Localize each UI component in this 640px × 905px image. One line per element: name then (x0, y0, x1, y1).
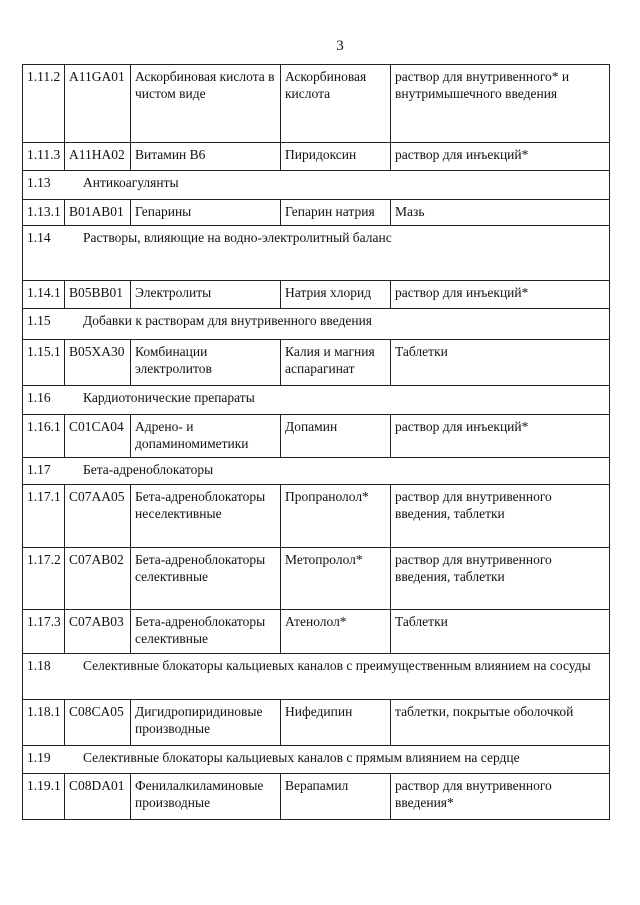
atc-code-cell: B01AB01 (65, 200, 131, 226)
atc-group-cell: Электролиты (131, 281, 281, 309)
inn-cell: Гепарин натрия (281, 200, 391, 226)
atc-group-cell: Гепарины (131, 200, 281, 226)
dosage-form-cell: раствор для инъекций* (391, 415, 610, 458)
item-code-cell: 1.17.1 (23, 485, 65, 548)
drug-list-table (22, 64, 610, 820)
group-title: Селективные блокаторы кальциевых каналов с прямым влиянием на сердце (83, 750, 520, 765)
inn-cell: Натрия хлорид (281, 281, 391, 309)
dosage-form-cell: таблетки, покрытые оболочкой (391, 700, 610, 746)
atc-group-cell: Бета-адреноблокаторы селективные (131, 610, 281, 654)
item-code-cell: 1.13.1 (23, 200, 65, 226)
page-number: 3 (336, 38, 344, 54)
atc-group-cell: Бета-адреноблокаторы селективные (131, 548, 281, 610)
atc-code-cell: C07AB03 (65, 610, 131, 654)
group-code: 1.14 (27, 230, 51, 245)
group-heading-cell (23, 458, 610, 485)
item-code-cell: 1.11.2 (23, 65, 65, 143)
atc-group-cell: Адрено- и допаминомиметики (131, 415, 281, 458)
table-row (23, 485, 610, 548)
table-row (23, 143, 610, 171)
group-heading-cell (23, 171, 610, 200)
atc-group-cell: Комбинации электролитов (131, 340, 281, 386)
inn-cell: Метопролол* (281, 548, 391, 610)
group-code: 1.15 (27, 313, 51, 328)
table-row (23, 200, 610, 226)
group-title: Кардиотонические препараты (83, 390, 255, 405)
dosage-form-cell: Таблетки (391, 340, 610, 386)
group-row (23, 386, 610, 415)
item-code-cell: 1.17.3 (23, 610, 65, 654)
dosage-form-cell: раствор для внутривенного* и внутримышечного введения (391, 65, 610, 143)
group-row (23, 458, 610, 485)
dosage-form-cell: раствор для внутривенного введения, таблетки (391, 485, 610, 548)
item-code-cell: 1.19.1 (23, 774, 65, 820)
atc-code-cell: A11HA02 (65, 143, 131, 171)
atc-group-cell: Бета-адреноблокаторы неселективные (131, 485, 281, 548)
inn-cell: Пиридоксин (281, 143, 391, 171)
inn-cell: Калия и магния аспарагинат (281, 340, 391, 386)
atc-code-cell: B05BB01 (65, 281, 131, 309)
table-row (23, 610, 610, 654)
table-row (23, 281, 610, 309)
group-heading-cell (23, 309, 610, 340)
item-code-cell: 1.17.2 (23, 548, 65, 610)
inn-cell: Атенолол* (281, 610, 391, 654)
atc-code-cell: A11GA01 (65, 65, 131, 143)
dosage-form-cell: раствор для внутривенного введения, таблетки (391, 548, 610, 610)
atc-code-cell: C08CA05 (65, 700, 131, 746)
atc-group-cell: Витамин B6 (131, 143, 281, 171)
item-code-cell: 1.16.1 (23, 415, 65, 458)
atc-group-cell: Фенилалкиламиновые производные (131, 774, 281, 820)
table-row (23, 415, 610, 458)
group-code: 1.18 (27, 658, 51, 673)
inn-cell: Аскорбиновая кислота (281, 65, 391, 143)
group-heading-cell (23, 226, 610, 281)
group-title: Селективные блокаторы кальциевых каналов с преимущественным влиянием на сосуды (83, 658, 591, 673)
atc-code-cell: C01CA04 (65, 415, 131, 458)
group-row (23, 309, 610, 340)
dosage-form-cell: Мазь (391, 200, 610, 226)
table-row (23, 340, 610, 386)
dosage-form-cell: раствор для инъекций* (391, 143, 610, 171)
table-row (23, 65, 610, 143)
atc-group-cell: Дигидропиридиновые производные (131, 700, 281, 746)
atc-code-cell: C07AB02 (65, 548, 131, 610)
table-row (23, 548, 610, 610)
dosage-form-cell: раствор для внутривенного введения* (391, 774, 610, 820)
inn-cell: Допамин (281, 415, 391, 458)
group-code: 1.17 (27, 462, 51, 477)
dosage-form-cell: раствор для инъекций* (391, 281, 610, 309)
group-code: 1.13 (27, 175, 51, 190)
group-row (23, 226, 610, 281)
table-row (23, 774, 610, 820)
group-heading-cell (23, 654, 610, 700)
item-code-cell: 1.11.3 (23, 143, 65, 171)
item-code-cell: 1.18.1 (23, 700, 65, 746)
atc-group-cell: Аскорбиновая кислота в чистом виде (131, 65, 281, 143)
dosage-form-cell: Таблетки (391, 610, 610, 654)
inn-cell: Верапамил (281, 774, 391, 820)
table-row (23, 700, 610, 746)
item-code-cell: 1.15.1 (23, 340, 65, 386)
group-title: Добавки к растворам для внутривенного введения (83, 313, 373, 328)
atc-code-cell: B05XA30 (65, 340, 131, 386)
group-row (23, 746, 610, 774)
group-title: Антикоагулянты (83, 175, 179, 190)
group-heading-cell (23, 386, 610, 415)
group-title: Растворы, влияющие на водно-электролитный баланс (83, 230, 392, 245)
group-heading-cell (23, 746, 610, 774)
group-code: 1.16 (27, 390, 51, 405)
group-title: Бета-адреноблокаторы (83, 462, 214, 477)
group-row (23, 171, 610, 200)
item-code-cell: 1.14.1 (23, 281, 65, 309)
inn-cell: Нифедипин (281, 700, 391, 746)
group-code: 1.19 (27, 750, 51, 765)
group-row (23, 654, 610, 700)
atc-code-cell: C08DA01 (65, 774, 131, 820)
inn-cell: Пропранолол* (281, 485, 391, 548)
atc-code-cell: C07AA05 (65, 485, 131, 548)
